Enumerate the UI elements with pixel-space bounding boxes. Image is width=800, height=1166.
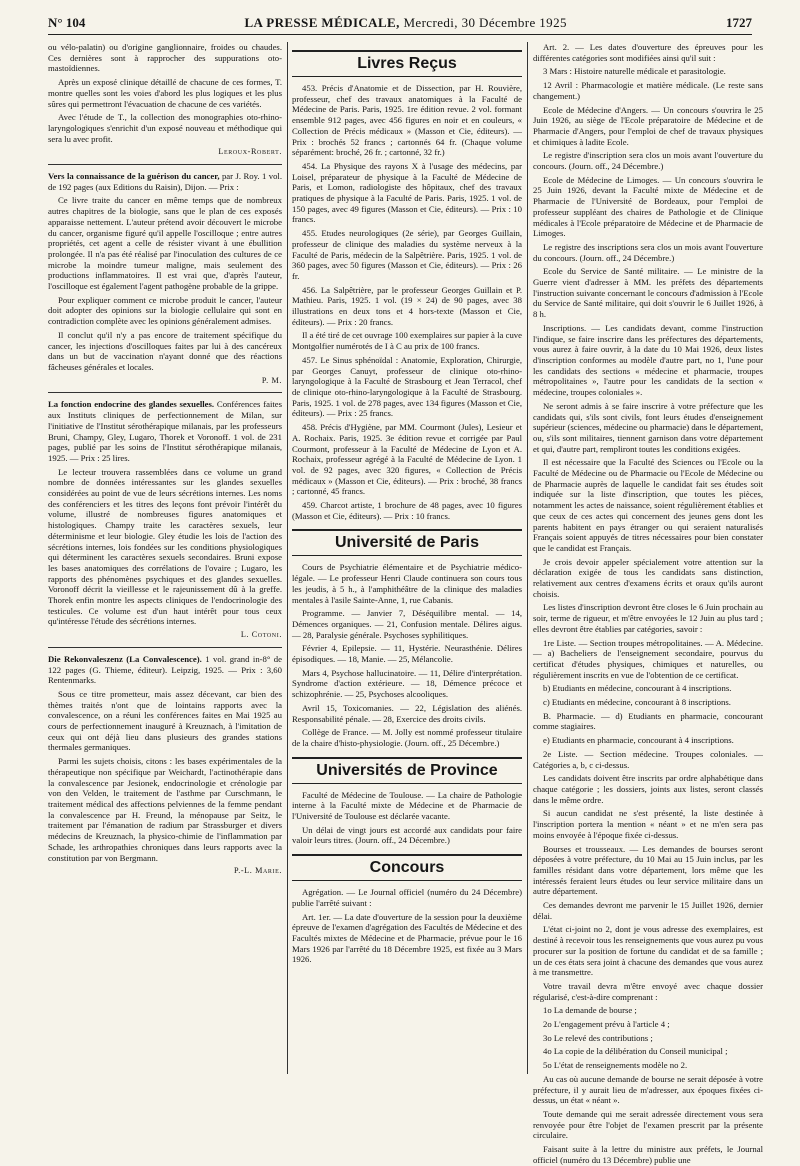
book-entry: 458. Précis d'Hygiène, par MM. Courmont (Jules), Lesieur et A. Rochaix. Paris, 1925. 3e édition revue et corrigée par Paul Courmont, professeur à la Faculté de Médecine de Lyon et A. Rochaix, professeur agrégé à la Faculté de Médecine de Lyon. 1 vol. de 92 pages, avec 320 figures, « Collection de Précis médicaux » (Masson et Cie, éditeurs). — Prix : broché, 38 francs ; cartonné, 45 francs. [292,422,522,497]
divider [48,647,282,648]
section-title-livres-recus: Livres Reçus [292,50,522,77]
journal-name: LA PRESSE MÉDICALE, [244,15,400,30]
paragraph: Si aucun candidat ne s'est présenté, la liste destinée à l'inscription portera la mention « néant » et ne m'en sera pas moins envoyée à l'époque fixée ci-dessus. [533,808,763,840]
paragraph: Programme. — Janvier 7, Déséquilibre mental. — 14, Démences organiques. — 21, Confusion mentale. Délires aigus. — 28, Paralysie générale. Psychoses syphilitiques. [292,608,522,640]
paragraph: b) Etudiants en médecine, concourant à 4 inscriptions. [543,683,732,694]
page-header [48,12,752,35]
book-title: Vers la connaissance de la guérison du cancer, [48,171,220,182]
paragraph: Bourses et trousseaux. — Les demandes de bourses seront déposées à votre préfecture, du 10 Mai au 15 Juin inclus, par les familles résidant dans votre département, lors même que les intéressés feraient leurs études ou leur service militaire dans un autre département. [533,843,763,897]
list-item: 1o La demande de bourse ; [543,1005,637,1016]
paragraph: Faisant suite à la lettre du ministre aux préfets, le Journal officiel (numéro du 13 Décembre) publie une [533,1144,763,1165]
column-right [533,42,763,1165]
paragraph: Un délai de vingt jours est accordé aux candidats pour faire valoir leurs titres. (Journ. off., 24 Décembre.) [292,824,522,846]
paragraph: Le registre d'inscription sera clos un mois avant l'ouverture du concours. (Journ. off., 24 Décembre.) [533,150,763,172]
paragraph: Ces demandes devront me parvenir le 15 Juillet 1926, dernier délai. [533,900,763,921]
book-entry: 456. La Salpêtrière, par le professeur Georges Guillain et P. Mathieu. Paris, 1925. 1 vol. (19 × 24) de 90 pages, avec 38 illustrations en deux tons et 4 hors-texte (Masson et Cie, éditeurs). — Prix : 20 francs. [292,284,522,327]
paragraph: Faculté de Médecine de Toulouse. — La chaire de Pathologie interne à la Faculté mixte de Médecine et de Pharmacie de l'Université de Toulouse est déclarée vacante. [292,789,522,822]
paragraph: 1re Liste. — Section troupes métropolitaines. — A. Médecine. — a) Bacheliers de l'enseignement secondaire, pourvus du certificat d'études physiques, chimiques et naturelles, ou régulièrement inscrits en vue de l'obtention de ce certificat. [533,637,763,680]
paragraph: L'état ci-joint no 2, dont je vous adresse des exemplaires, est destiné à recevoir tous les renseignements que vous aurez pu vous procurer sur la position de fortune du candidat et de sa famille ; un de ces états sera joint à chacune des demandes que vous aurez à me transmettre. [533,924,763,978]
column-left [48,42,282,1076]
paragraph: Inscriptions. — Les candidats devant, comme l'instruction l'indique, se faire inscrire dans les préfectures des départements, vous aurez à faire ouvrir, à la date du 10 Mai 1926, deux listes d'inscription conformes au modèle d'autre part, no 1, l'une pour les candidats des sections « médecine et pharmacie, troupes métropolitaines », l'autre pour les candidats de la section « médecine, troupes coloniales ». [533,322,763,398]
paragraph: Votre travail devra m'être envoyé avec chaque dossier régularisé, c'est-à-dire comprenant : [533,980,763,1002]
paragraph: Collège de France. — M. Jolly est nommé professeur titulaire de la chaire d'histo-physiologie. (Journ. off., 25 Décembre.) [292,727,522,748]
book-entry: 453. Précis d'Anatomie et de Dissection, par H. Rouvière, professeur, chef des travaux anatomiques à la Faculté de Médecine de Paris. Paris, 1925. 1re édition revue. 2 vol. formant ensemble 912 pages, avec 456 figures en noir et en couleurs, « Collection de Précis médicaux » (Masson et Cie, éditeurs). — Prix : brochés 52 francs ; cartonnés 64 fr. (Chaque volume séparément: broché, 26 fr. ; cartonné, 32 fr.) [292,83,522,158]
column-divider [527,42,528,1074]
paragraph: Art. 2. — Les dates d'ouverture des épreuves pour les différentes catégories sont modifiées ainsi qu'il suit : [533,42,763,63]
section-title-universites-province: Universités de Province [292,757,522,784]
book-entry: 454. La Physique des rayons X à l'usage des médecins, par Loisel, préparateur de physique à la Faculté de Médecine de Paris, et Lomon, radiologiste des hôpitaux, chef des travaux pratiques de physique à la Faculté de Paris. Paris, 1925. 1 vol. de 150 pages, avec 49 figures (Masson et Cie, éditeurs). — Prix : 10 francs. [292,160,522,225]
paragraph: Les listes d'inscription devront être closes le 6 Juin prochain au soir, terme de rigueur, et m'être envoyées le 12 Juin au plus tard ; elles devront être établies par catégories, savoir : [533,602,763,634]
book-reference: 1 vol. grand in-8° de 122 pages (G. Thieme, éditeur). Leipzig, 1925. — Prix : 3,60 Rentenmarks. [48,653,282,686]
column-divider [287,42,288,1074]
page-number: 1727 [725,15,752,30]
paragraph: Cours de Psychiatrie élémentaire et de Psychiatrie médico-légale. — Le professeur Henri Claude continuera son cours tous les jeudis, à 5 h., à l'amphithéâtre de la clinique des maladies mentales à l'asile Sainte-Anne, 1, rue Cabanis. [292,562,522,605]
book-entry: 457. Le Sinus sphénoïdal : Anatomie, Exploration, Chirurgie, par Georges Canuyt, professeur de clinique oto-rhino-laryngologique à la Faculté de Strasbourg et Jean Terracol, chef de clinique oto-rhino-laryngologique à la Faculté de Strasbourg. Paris, 1925. 1 vol. de 278 pages, avec 134 figures (Masson et Cie, éditeurs). — Prix : 25 francs. [292,354,522,419]
paragraph: 2e Liste. — Section médecine. Troupes coloniales. — Catégories a, b, c ci-dessus. [533,748,763,770]
book-reference: Conférences faites aux Instituts cliniques de perfectionnement de Milan, sur l'initiative de l'Institut sérothérapique milanais, par les professeurs Bruni, Champy, Gley, Lugaro, Thorek et Voronoff. 1 vol. de 231 pages, publié par les soins de l'Institut sérothérapique milanais, 1925. — Prix : 25 lires. [48,399,283,463]
paragraph: Il conclut qu'il n'y a pas encore de traitement spécifique du cancer, les injections d'oscilloques faites par lui à des cancéreux dans un but de vaccination n'ayant donné que des réactions fâcheuses générales et locales. [48,329,282,372]
paragraph: Février 4, Epilepsie. — 11, Hystérie. Neurasthénie. Délires épisodiques. — 18, Manie. — 25, Mélancolie. [292,643,522,665]
paragraph: c) Etudiants en médecine, concourant à 8 inscriptions. [543,697,731,708]
paragraph: Le registre des inscriptions sera clos un mois avant l'ouverture du concours. (Journ. off., 24 Décembre.) [533,241,763,263]
paragraph: Le lecteur trouvera rassemblées dans ce volume un grand nombre de données intéressantes sur les glandes sexuelles considérées au point de vue de leurs sécrétions internes. Les noms des conférenciers et les titres des leçons font prévoir l'intérêt du volume, illustré de nombreuses figures anatomiques et histologiques. Champy traite les caractères sexuels, leur déterminisme et leur biologie. Gley étudie les lois de l'action des sécrétions internes, lois fondées sur les conditions physiologiques qui déterminent les caractères sexuels secondaires. Bruni expose les bases anatomiques des corrélations de l'ovaire ; Lugaro, les rapports des phénomènes psychiques et des glandes sexuelles. Voronoff décrit la vieillesse et le rajeunissement dû à la greffe. Thorek enfin montre les aspects cliniques de l'endocrinologie des testicules. Ce volume est d'un haut intérêt pour tous ceux qu'intéresse l'étude des sécrétions internes. [48,466,282,627]
paragraph: Toute demande qui me serait adressée directement vous sera renvoyée pour être l'objet de l'examen prescrit par la présente circulaire. [533,1108,763,1141]
book-title: Die Rekonvaleszenz (La Convalescence). [48,653,202,664]
paragraph: Ecole de Médecine de Limoges. — Un concours s'ouvrira le 25 Juin 1926, devant la Faculté mixte de Médecine et de Pharmacie de l'Université de Bordeaux, pour l'emploi de professeur suppléant des chaires de Pathologie et de Clinique médicales à l'Ecole préparatoire de Médecine et de Pharmacie de Limoges. [533,174,763,239]
paragraph: Ce livre traite du cancer en même temps que de nombreux autres chapitres de la biologie, sans que le plan de ces exposés apparaisse nettement. L'auteur prétend avoir découvert le microbe du cancer, organisme figuré qu'il appelle l'oscilloque ; entre autres propriétés, cet agent a celle de résister vivant à une ébullition prolongée. Il n'a pas été réalisé par l'inoculation des cultures de ce microbe la moindre tumeur maligne, mais seulement des productions inflammatoires. Il est vrai que, d'après l'auteur, l'oscilloque est également l'agent pathogène probable de la grippe. [48,195,282,292]
paragraph: Mars 4, Psychose hallucinatoire. — 11, Délire d'interprétation. Syndrome d'action extérieure. — 18, Démence précoce et schizophrénie. — 25, Psychoses alcooliques. [292,667,522,700]
paragraph: Sous ce titre prometteur, mais assez décevant, car bien des thèmes traités n'ont que de lointains rapports avec la convalescence, on a réuni les conférences faites en Mai 1925 au cours de perfectionnement inauguré à Kreuznach, à l'imitation de ceux qui ont déjà lieu dans plusieurs des grandes stations thermales germaniques. [48,688,282,753]
paragraph: Ecole du Service de Santé militaire. — Le ministre de la Guerre vient d'adresser à MM. les préfets des départements l'instruction suivante concernant le concours d'admission à l'Ecole du Service de Santé militaire, qui doit s'ouvrir le 6 Juillet 1926, à 8 h. [533,266,763,320]
issue-date: Mercredi, 30 Décembre 1925 [403,15,567,30]
review-signature: L. Cotoni. [240,630,282,640]
paragraph: Art. 1er. — La date d'ouverture de la session pour la deuxième épreuve de l'examen d'agrégation des Facultés de Médecine et des Facultés mixtes de Médecine et de Pharmacie, prévue pour le 16 Mars 1926 par l'arrêté du 18 Décembre 1925, est fixée au 3 Mars 1926. [292,911,522,965]
masthead [244,15,566,31]
review-heading [48,171,282,192]
list-item: 2o L'engagement prévu à l'article 4 ; [543,1019,670,1030]
paragraph: Avril 15, Toxicomanies. — 22, Législation des aliénés. Responsabilité pénale. — 28, Exercice des droits civils. [292,702,522,724]
paragraph: Il est nécessaire que la Faculté des Sciences ou l'Ecole ou la Faculté de Médecine ou de Pharmacie ou l'Ecole de Médecine ou de Pharmacie auprès de laquelle le candidat fait ses études soit indiquée sur la liste d'inscription, que toutes les pièces, notamment les actes de naissance, soient régulièrement établies et que ceux de ces actes qui concernent des jeunes gens dont les parents habitent en pays étranger ou qui seraient naturalisés Français soient appuyés de titres nécessaires pour bien constater que le candidat est Français. [533,457,763,553]
review-signature: P. M. [261,375,282,385]
paragraph: 12 Avril : Pharmacologie et matière médicale. (Le reste sans changement.) [533,80,763,101]
section-title-universite-paris: Université de Paris [292,529,522,556]
paragraph: Les candidats doivent être inscrits par ordre alphabétique dans chaque catégorie ; les dossiers, joints aux listes, seront classés dans le même ordre. [533,773,763,805]
book-entry: 455. Etudes neurologiques (2e série), par Georges Guillain, professeur de clinique des maladies du système nerveux à la Faculté de Paris, médecin de la Salpêtrière. Paris, 1925. 1 vol. de 360 pages, avec 50 figures (Masson et Cie, éditeurs). — Prix : 26 fr. [292,228,522,281]
section-title-concours: Concours [292,854,522,881]
paragraph: Je crois devoir appeler spécialement votre attention sur la déclaration exigée de tous les candidats sans distinction, relativement aux centres d'examens écrits et oraux qu'ils auront choisis. [533,556,763,599]
review-heading [48,399,282,463]
review-heading [48,654,282,686]
list-item: 4o La copie de la délibération du Conseil municipal ; [543,1046,728,1057]
review-signature: Leroux-Robert. [218,147,282,157]
paragraph: 3 Mars : Histoire naturelle médicale et parasitologie. [543,66,726,77]
paragraph: Agrégation. — Le Journal officiel (numéro du 24 Décembre) publie l'arrêté suivant : [292,887,522,908]
paragraph: Au cas où aucune demande de bourse ne serait déposée à votre préfecture, il y aurait lieu de m'adresser, aux époques fixées ci-dessus, un état « néant ». [533,1073,763,1106]
divider [48,164,282,165]
paragraph: Ecole de Médecine d'Angers. — Un concours s'ouvrira le 25 Juin 1926, au siège de l'Ecole préparatoire de Médecine et de Pharmacie d'Angers, pour l'emploi de chef de travaux physiques et chimiques à ladite Ecole. [533,104,763,147]
book-entry-note: Il a été tiré de cet ouvrage 100 exemplaires sur papier à la cuve Montgolfier numérotés de I à C au prix de 100 francs. [292,330,522,352]
paragraph: Avec l'étude de T., la collection des monographies oto-rhino-laryngologiques s'enrichit d'un exposé nouveau et méthodique qui sera lu avec profit. [48,112,282,144]
paragraph: Ne seront admis à se faire inscrire à votre préfecture que les candidats qui, s'ils sont civils, font leurs études d'enseignement supérieur (sciences, médecine ou pharmacie) dans le département, ou, s'ils sont militaires, tiennent garnison dans votre département et qui, d'autre part, rempliront toutes les conditions exigées. [533,400,763,454]
paragraph: B. Pharmacie. — d) Etudiants en pharmacie, concourant comme stagiaires. [533,710,763,732]
list-item: 5o L'état de renseignements modèle no 2. [543,1060,688,1071]
book-title: La fonction endocrine des glandes sexuelles. [48,399,215,410]
list-item: 3o Le relevé des contributions ; [543,1032,653,1043]
column-middle [292,42,522,1076]
book-reference: par J. Roy. 1 vol. de 192 pages (aux Editions du Raisin), Dijon. — Prix : [48,171,283,192]
paragraph: Parmi les sujets choisis, citons : les bases expérimentales de la thérapeutique non spécifique par Weichardt, l'actinothérapie dans la convalescence par Jesionek, endocrinologie et crénologie par von den Velden, le traitement de l'asthme par Curschmann, le traitement médical des affections pelviennes de la femme pendant la convalescence par H. Freund, la ménopause par Seitz, le traitement par l'émanation de radium par Strassburger et divers médecins de Kreuznach, la physico-chimie de l'inflammation par Schade, les arthropathies chroniques dans leurs rapports avec la constitution par von Bergmann. [48,756,282,863]
issue-number: N° 104 [48,15,86,30]
paragraph: Après un exposé clinique détaillé de chacune de ces formes, T. montre quelles sont les voies d'abord les plus logiques et les plus sûres qui permettront l'évacuation de chacune de ces variétés. [48,77,282,109]
review-signature: P.-L. Marie. [233,866,282,876]
divider [48,392,282,393]
paragraph: ou vélo-palatin) ou d'origine ganglionnaire, froides ou chaudes. Ces dernières sont à rapprocher des suppurations oto-mastoïdiennes. [48,42,282,74]
book-entry: 459. Charcot artiste, 1 brochure de 48 pages, avec 10 figures (Masson et Cie, éditeurs). — Prix : 10 francs. [292,500,522,521]
paragraph: e) Etudiants en pharmacie, concourant à 4 inscriptions. [543,735,734,746]
paragraph: Pour expliquer comment ce microbe produit le cancer, l'auteur doit adopter des opinions sur la biologie cellulaire qui sont en contradiction complète avec les opinions généralement admises. [48,294,282,327]
